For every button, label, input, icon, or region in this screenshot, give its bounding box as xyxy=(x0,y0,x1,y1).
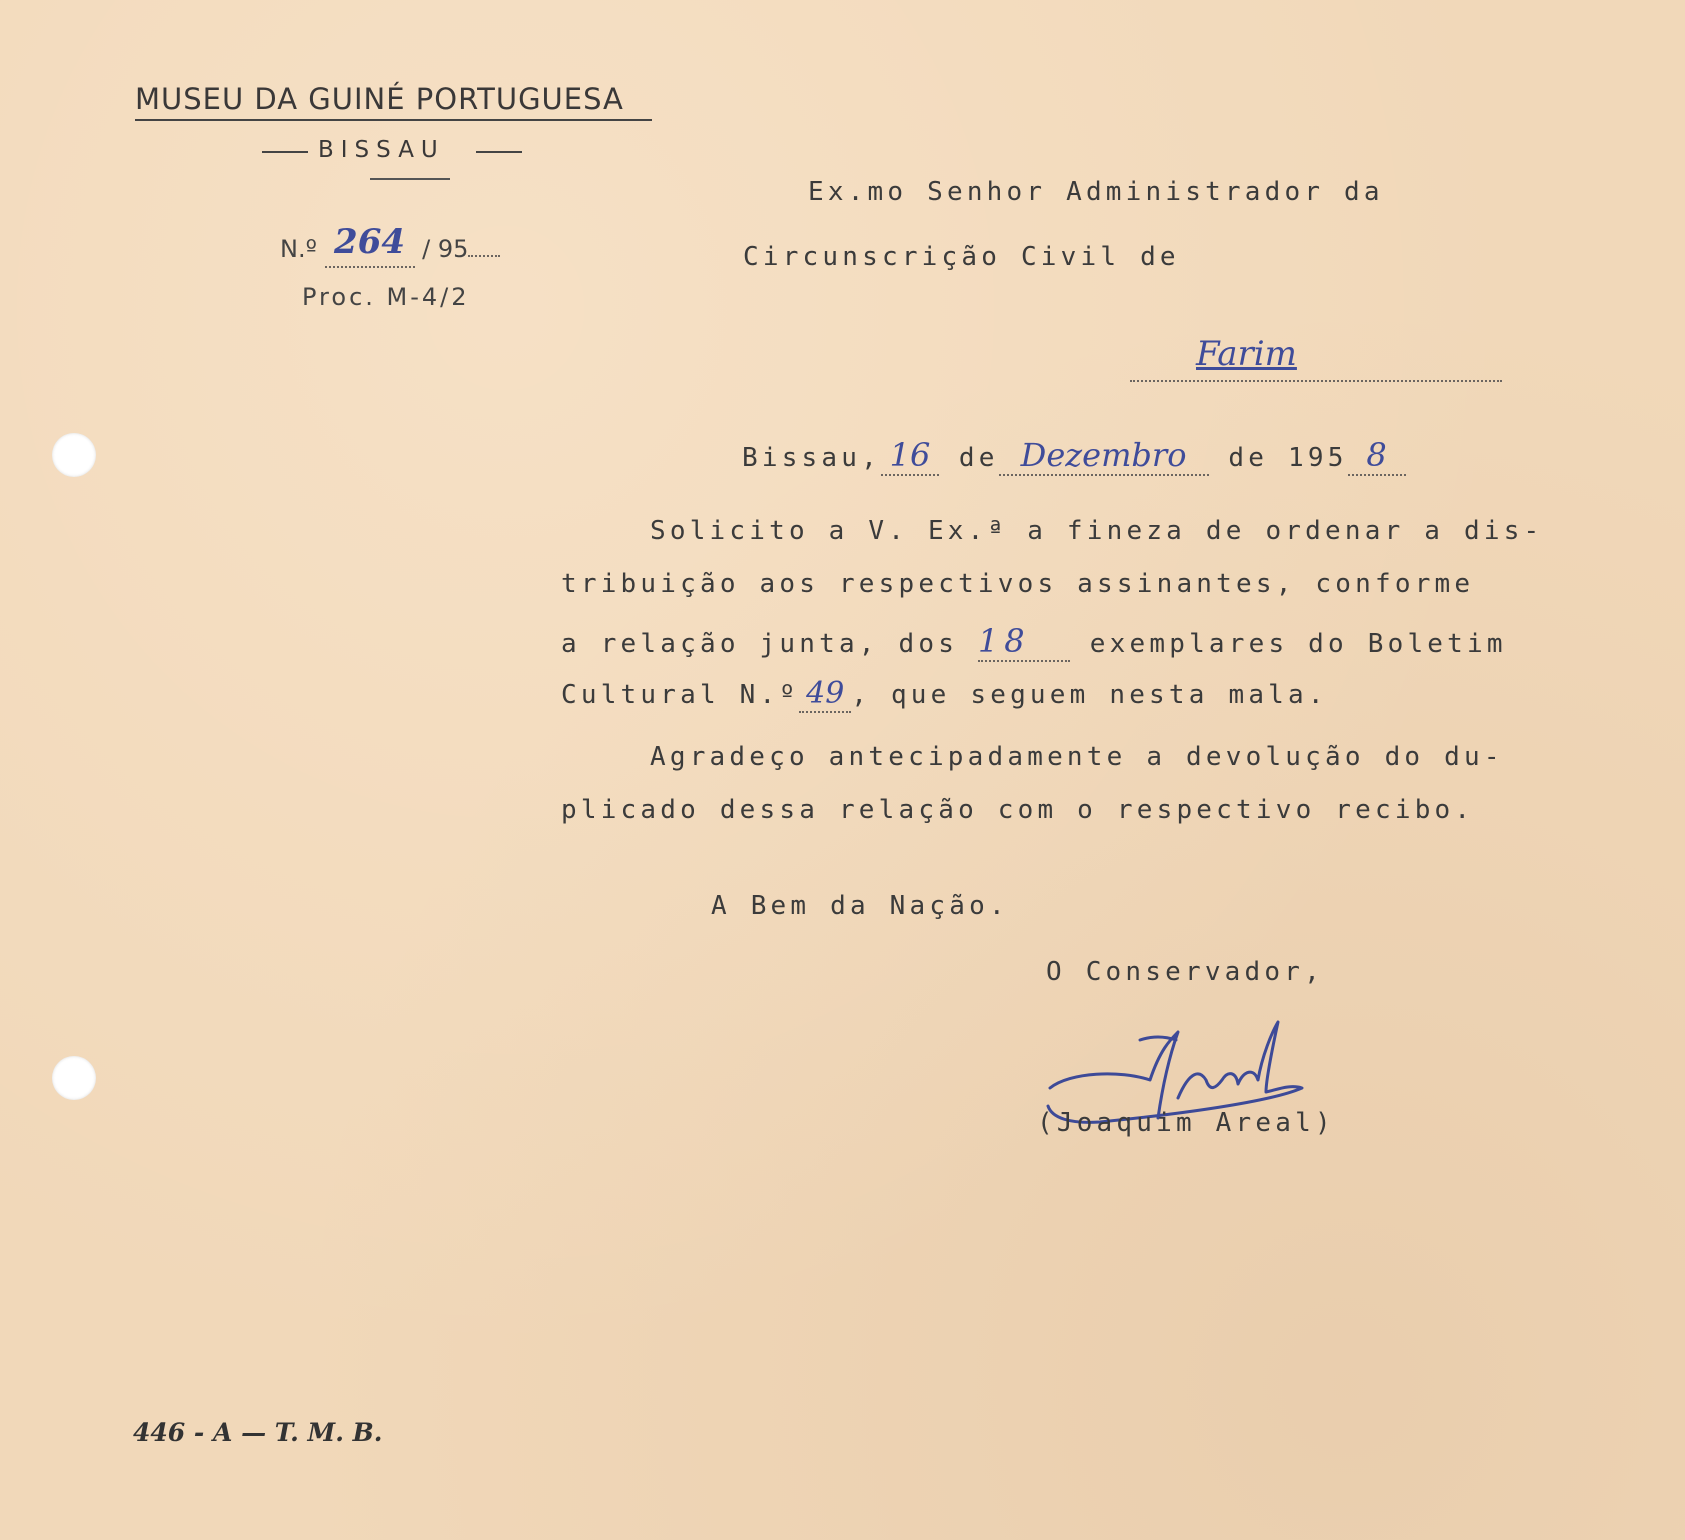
letterhead-city xyxy=(318,137,445,163)
closing-salutation: A Bem da Nação. xyxy=(711,891,1009,921)
body-p2-line-2: plicado dessa relação com o respectivo recibo. xyxy=(561,795,1475,825)
process-reference: Proc. M-4/2 xyxy=(302,283,470,311)
date-de-2: de xyxy=(1228,443,1269,473)
reference-number-label: N.º xyxy=(280,235,317,263)
date-year-field xyxy=(1348,436,1406,476)
copies-count-field xyxy=(978,622,1070,662)
body-p1-line-4-b: , que seguem nesta mala. xyxy=(851,680,1328,710)
bulletin-number-field xyxy=(799,676,851,713)
addressee-place-field xyxy=(1130,336,1502,382)
institution-underline xyxy=(135,119,652,121)
date-de-1: de xyxy=(958,443,999,473)
addressee-place: Farim xyxy=(1196,334,1297,374)
date-line xyxy=(742,436,1406,476)
date-day: 16 xyxy=(889,436,931,474)
punch-hole-bottom xyxy=(52,1056,96,1100)
date-prefix: Bissau, xyxy=(742,443,881,473)
date-year-prefix: 195 xyxy=(1288,443,1348,473)
city-right-dash xyxy=(476,151,522,153)
punch-hole-top xyxy=(52,433,96,477)
body-p2-line-1: Agradeço antecipadamente a devolução do du- xyxy=(650,742,1504,772)
addressee-line-2: Circunscrição Civil de xyxy=(743,242,1180,272)
date-month-field xyxy=(999,436,1209,476)
letterhead-rule xyxy=(370,178,450,180)
addressee-line-1: Ex.mo Senhor Administrador da xyxy=(808,177,1384,207)
date-year-digit: 8 xyxy=(1366,436,1387,474)
closing-role: O Conservador, xyxy=(1046,957,1324,987)
reference-number-value: 264 xyxy=(334,222,406,262)
body-p1-line-3 xyxy=(561,622,1507,662)
reference-number-field xyxy=(325,222,415,268)
body-p1-line-3-b: exemplares do Boletim xyxy=(1089,629,1507,659)
bulletin-number: 49 xyxy=(806,676,845,711)
body-p1-line-1: Solicito a V. Ex.ª a fineza de ordenar a dis- xyxy=(650,516,1544,546)
reference-number xyxy=(280,222,500,268)
body-p1-line-4-a: Cultural N.º xyxy=(561,680,800,710)
letterhead-city-text: BISSAU xyxy=(318,137,445,163)
signatory-name: (Joaquim Areal) xyxy=(1037,1108,1335,1138)
city-left-dash xyxy=(262,151,308,153)
reference-number-year: / 95 xyxy=(422,235,469,263)
date-day-field xyxy=(881,436,939,476)
date-month: Dezembro xyxy=(1020,436,1187,474)
institution-name: MUSEU DA GUINÉ PORTUGUESA xyxy=(135,82,624,116)
body-p1-line-2: tribuição aos respectivos assinantes, conforme xyxy=(561,569,1475,599)
body-p1-line-3-a: a relação junta, dos xyxy=(561,629,959,659)
copies-count: 18 xyxy=(977,622,1031,660)
printer-code: 446 - A — T. M. B. xyxy=(133,1418,383,1447)
body-p1-line-4 xyxy=(561,676,1328,713)
